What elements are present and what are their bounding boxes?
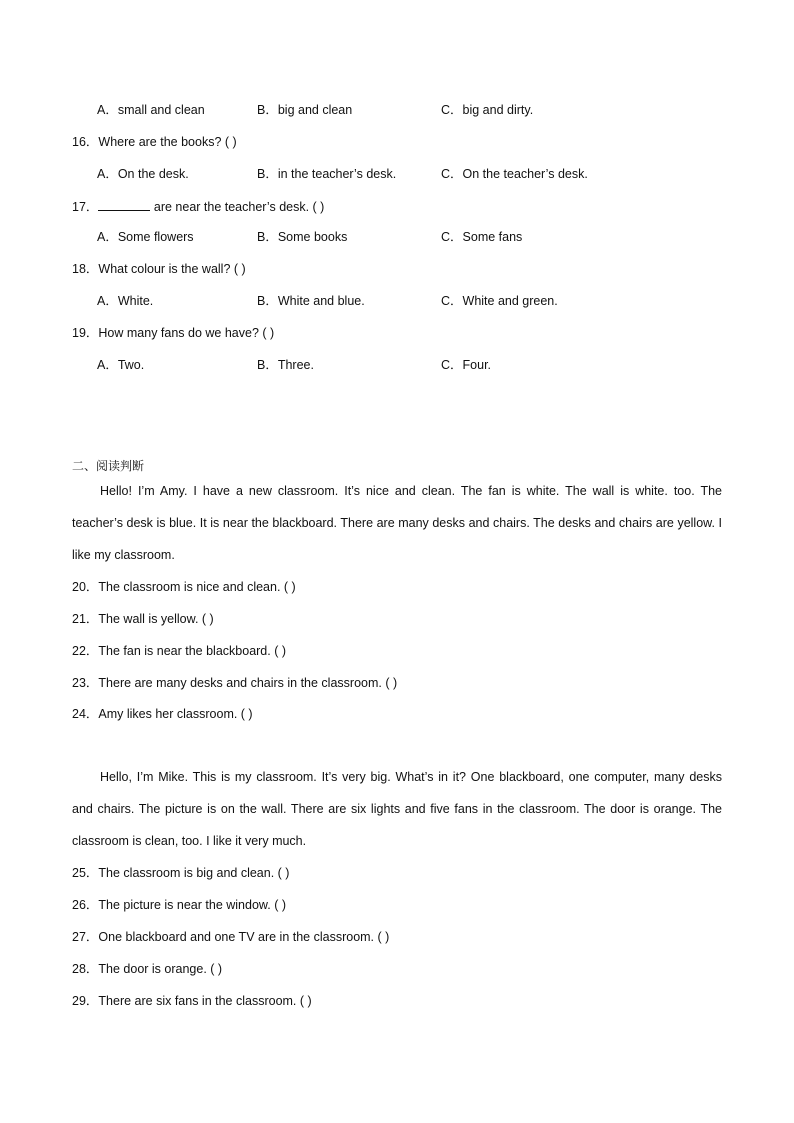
passage-amy: Hello! I’m Amy. I have a new classroom. It’s nice and clean. The fan is white. The wall is white. too. The teacher’s desk is blue. It is near the blackboard. There are many desks and chairs. The desks and chairs are yellow. I like my classroom. (72, 484, 722, 562)
item-26: 26．The picture is near the window. ( ) (72, 898, 286, 912)
passage-mike: Hello, I’m Mike. This is my classroom. It’s very big. What’s in it? One blackboard, one computer, many desks and chairs. The picture is on the wall. There are six lights and five fans in the classroom. The door is orange. The classroom is clean, too. I like it very much. (72, 770, 722, 848)
q19-option-b: B．Three. (257, 358, 314, 372)
q17-stem (72, 198, 324, 215)
item-24: 24．Amy likes her classroom. ( ) (72, 707, 253, 721)
q15-option-a: A．small and clean (97, 103, 205, 117)
q18-option-c: C．White and green. (441, 294, 558, 308)
q17-blank (98, 198, 150, 211)
q15-option-b: B．big and clean (257, 103, 353, 117)
q17-option-c: C．Some fans (441, 230, 523, 244)
q16-option-a: A．On the desk. (97, 167, 189, 181)
q17-number: 17． (72, 200, 99, 214)
item-28: 28．The door is orange. ( ) (72, 962, 223, 976)
q17-option-a: A．Some flowers (97, 230, 194, 244)
q16-stem: 16．Where are the books? ( ) (72, 135, 237, 149)
q16-option-c: C．On the teacher’s desk. (441, 167, 588, 181)
q16-option-b: B．in the teacher’s desk. (257, 167, 397, 181)
item-22: 22．The fan is near the blackboard. ( ) (72, 644, 287, 658)
q17-option-b: B．Some books (257, 230, 348, 244)
section-title: 二、阅读判断 (72, 459, 145, 473)
q17-stem-rest: are near the teacher’s desk. ( ) (150, 200, 325, 214)
item-27: 27．One blackboard and one TV are in the classroom. ( ) (72, 930, 390, 944)
item-21: 21．The wall is yellow. ( ) (72, 612, 214, 626)
q15-option-c: C．big and dirty. (441, 103, 534, 117)
q19-option-a: A．Two. (97, 358, 145, 372)
q19-option-c: C．Four. (441, 358, 492, 372)
item-29: 29．There are six fans in the classroom. ( ) (72, 994, 312, 1008)
item-23: 23．There are many desks and chairs in the classroom. ( ) (72, 676, 398, 690)
item-20: 20．The classroom is nice and clean. ( ) (72, 580, 296, 594)
item-25: 25．The classroom is big and clean. ( ) (72, 866, 290, 880)
q18-option-a: A．White. (97, 294, 154, 308)
q19-stem: 19．How many fans do we have? ( ) (72, 326, 275, 340)
q18-option-b: B．White and blue. (257, 294, 365, 308)
q18-stem: 18．What colour is the wall? ( ) (72, 262, 246, 276)
